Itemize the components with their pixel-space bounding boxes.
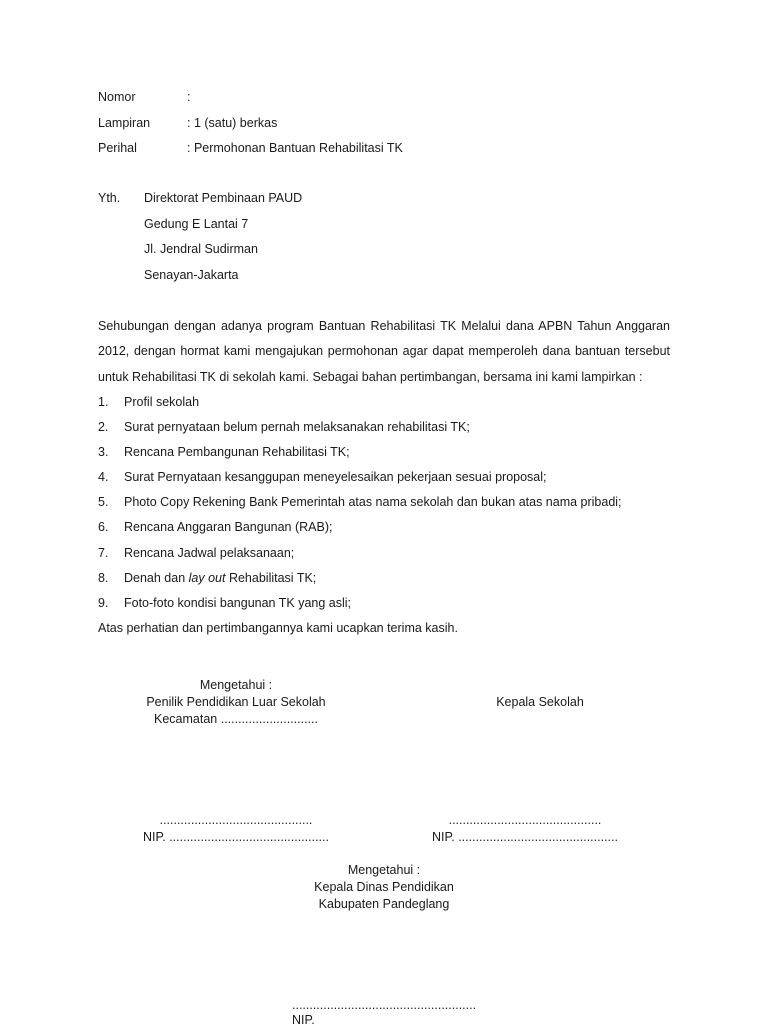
list-number: 4. xyxy=(98,470,109,484)
body-paragraph-line: Sehubungan dengan adanya program Bantuan Rehabilitasi TK Melalui dana APBN Tahun Anggaran xyxy=(98,319,670,333)
signature-name-placeholder: ............................................ xyxy=(448,813,602,827)
list-text-prefix: Denah dan xyxy=(124,571,189,585)
attachment-list-item xyxy=(98,395,199,409)
list-text-suffix: Rehabilitasi TK; xyxy=(225,571,317,585)
list-number: 1. xyxy=(98,395,109,409)
list-number: 5. xyxy=(98,495,109,509)
attachment-list-item xyxy=(98,495,622,509)
list-text: Rencana Anggaran Bangunan (RAB); xyxy=(124,520,333,534)
list-text: Foto-foto kondisi bangunan TK yang asli; xyxy=(124,596,351,610)
list-number: 6. xyxy=(98,520,109,534)
perihal-value: : Permohonan Bantuan Rehabilitasi TK xyxy=(187,141,403,155)
list-text: Rencana Pembangunan Rehabilitasi TK; xyxy=(124,445,350,459)
list-number: 8. xyxy=(98,571,109,585)
closing-sentence: Atas perhatian dan pertimbangannya kami ucapkan terima kasih. xyxy=(98,621,458,635)
attachment-list-item xyxy=(98,470,547,484)
recipient-line: Gedung E Lantai 7 xyxy=(144,217,249,231)
attachment-list-item xyxy=(98,596,351,610)
signature-subtitle: Kecamatan ............................ xyxy=(154,712,318,726)
attachment-list-item xyxy=(98,571,316,585)
list-number: 2. xyxy=(98,420,109,434)
attachment-list-item xyxy=(98,520,332,534)
lampiran-value: : 1 (satu) berkas xyxy=(187,116,278,130)
list-text: Surat Pernyataan kesanggupan meneyelesaikan pekerjaan sesuai proposal; xyxy=(124,470,547,484)
recipient-line: Jl. Jendral Sudirman xyxy=(144,242,258,256)
list-number: 3. xyxy=(98,445,109,459)
list-text: Photo Copy Rekening Bank Pemerintah atas nama sekolah dan bukan atas nama pribadi; xyxy=(124,495,622,509)
signature-nip-bottom: NIP. xyxy=(292,1013,315,1027)
signature-heading: Mengetahui : xyxy=(347,863,421,877)
signature-dots-right xyxy=(425,813,625,847)
perihal-label: Perihal xyxy=(98,141,137,155)
signature-block-right xyxy=(440,695,640,712)
signature-title: Kepala Sekolah xyxy=(496,695,584,709)
attachment-list-item xyxy=(98,546,294,560)
list-number: 7. xyxy=(98,546,109,560)
signature-nip: NIP. .............................................. xyxy=(432,830,618,844)
lampiran-label: Lampiran xyxy=(98,116,151,130)
list-text: Surat pernyataan belum pernah melaksanakan rehabilitasi TK; xyxy=(124,420,470,434)
signature-block-left xyxy=(136,678,336,729)
signature-title: Kepala Dinas Pendidikan xyxy=(314,880,454,894)
list-text: Rencana Jadwal pelaksanaan; xyxy=(124,546,295,560)
signature-block-bottom xyxy=(274,863,494,914)
attachment-list-item xyxy=(98,420,470,434)
body-paragraph-line: 2012, dengan hormat kami mengajukan permohonan agar dapat memperoleh dana bantuan tersebut xyxy=(98,344,670,358)
signature-dots-left xyxy=(136,813,336,847)
signature-subtitle: Kabupaten Pandeglang xyxy=(318,897,450,911)
attachment-list-item xyxy=(98,445,350,459)
recipient-line: Senayan-Jakarta xyxy=(144,268,239,282)
nomor-value: : xyxy=(187,90,191,104)
body-paragraph-line: untuk Rehabilitasi TK di sekolah kami. Sebagai bahan pertimbangan, bersama ini kami lampirkan : xyxy=(98,370,643,384)
signature-title: Penilik Pendidikan Luar Sekolah xyxy=(146,695,326,709)
signature-nip: NIP. .............................................. xyxy=(143,830,329,844)
recipient-salutation: Yth. xyxy=(98,191,121,205)
list-text-italic: lay out xyxy=(188,571,226,585)
signature-heading: Mengetahui : xyxy=(199,678,273,692)
list-text: Profil sekolah xyxy=(124,395,200,409)
signature-name-placeholder: ............................................ xyxy=(159,813,313,827)
recipient-line: Direktorat Pembinaan PAUD xyxy=(144,191,303,205)
list-number: 9. xyxy=(98,596,109,610)
signature-name-placeholder-bottom: ..................................................... xyxy=(292,998,477,1012)
nomor-label: Nomor xyxy=(98,90,136,104)
